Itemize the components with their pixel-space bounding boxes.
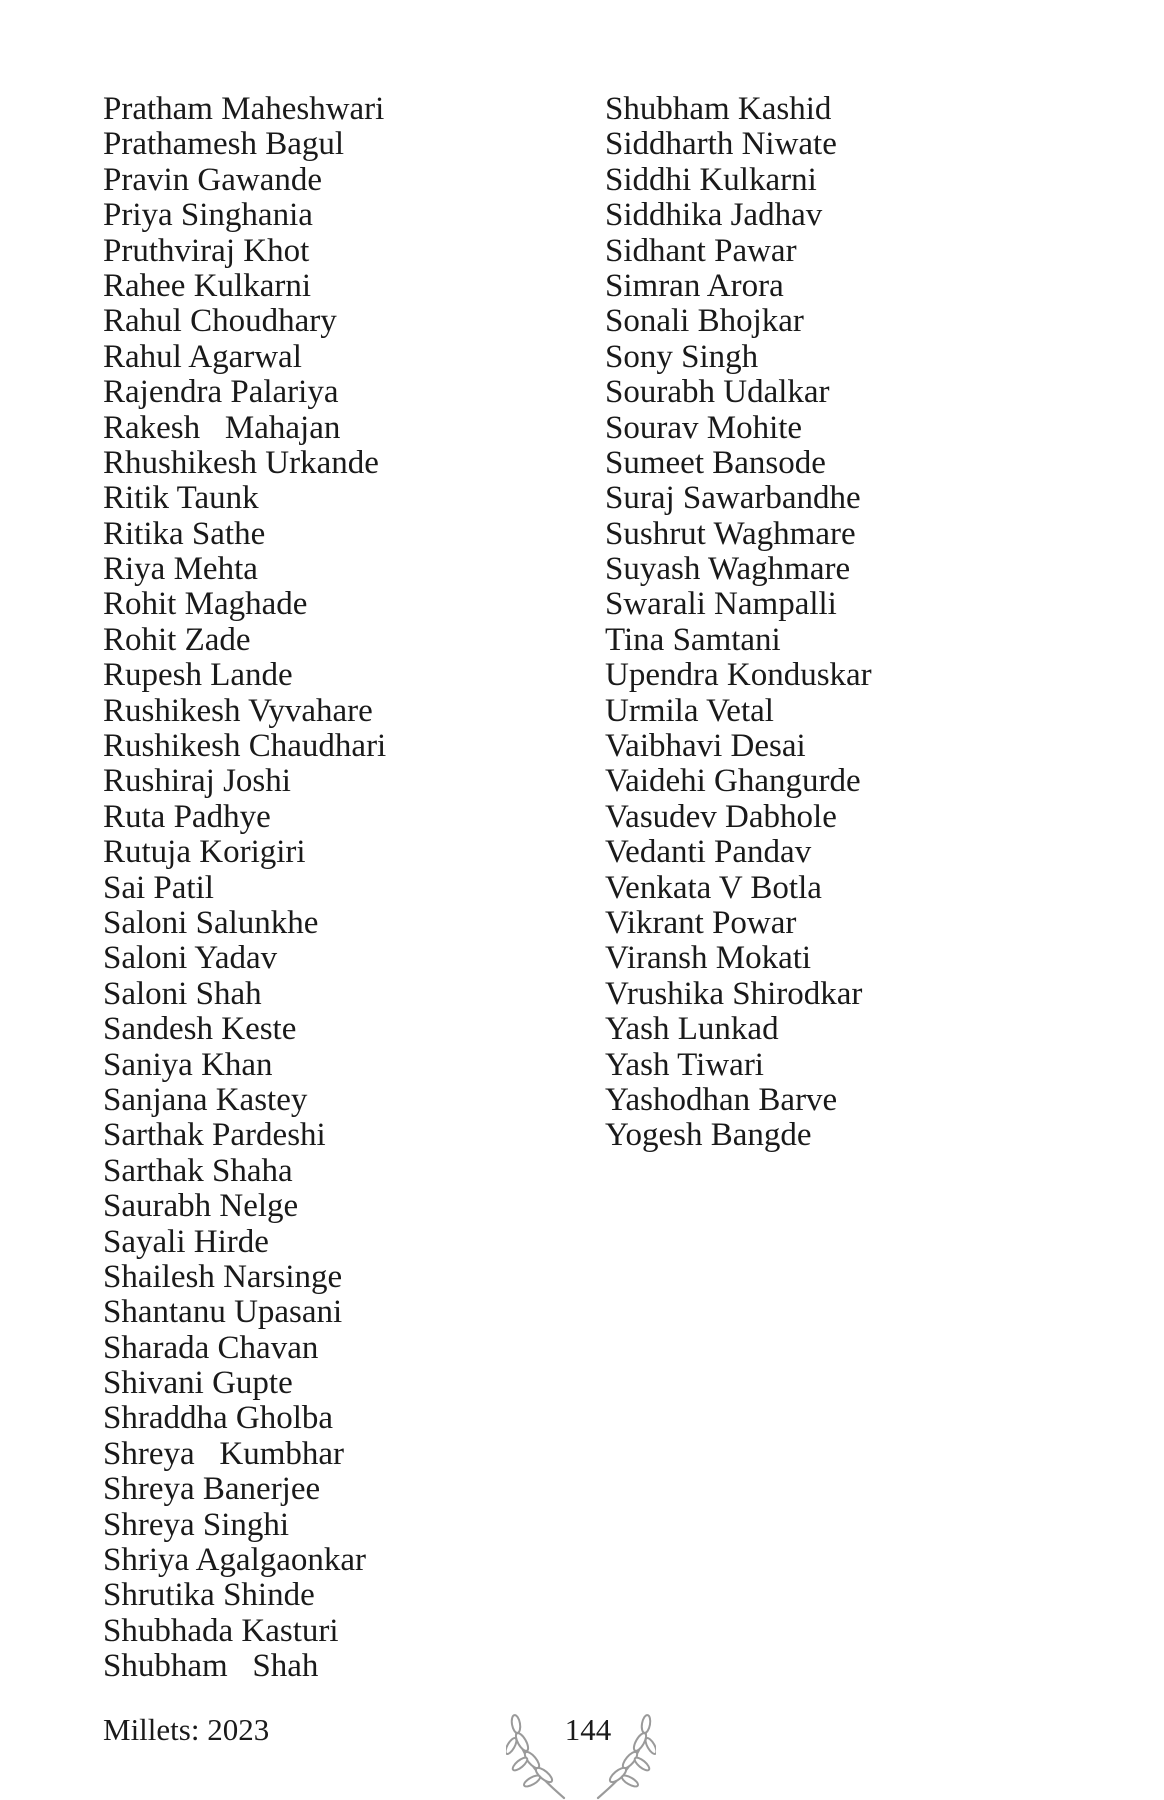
- name-entry: Rhushikesh Urkande: [103, 444, 379, 481]
- name-entry: Yogesh Bangde: [605, 1117, 812, 1154]
- name-entry: Shubham Kashid: [605, 91, 832, 127]
- name-entry: Shreya Banerjee: [103, 1471, 321, 1508]
- name-entry: Sushrut Waghmare: [605, 515, 856, 552]
- name-entry: Rupesh Lande: [103, 657, 293, 694]
- name-entry: Sayali Hirde: [103, 1223, 269, 1260]
- name-entry: Sumeet Bansode: [605, 444, 826, 481]
- name-entry: Shantanu Upasani: [103, 1294, 343, 1331]
- name-entry: Sandesh Keste: [103, 1011, 297, 1048]
- name-entry: Siddhi Kulkarni: [605, 161, 817, 198]
- name-entry: Saloni Shah: [103, 975, 262, 1012]
- name-entry: Upendra Konduskar: [605, 657, 872, 694]
- page-number: 144: [564, 1712, 612, 1747]
- name-entry: Sai Patil: [103, 869, 214, 906]
- name-entry: Pruthviraj Khot: [103, 232, 310, 269]
- name-entry: Ritik Taunk: [103, 480, 259, 517]
- footer-title: Millets: 2023: [103, 1712, 270, 1747]
- name-entry: Sanjana Kastey: [103, 1081, 308, 1118]
- name-entry: Saniya Khan: [103, 1046, 273, 1083]
- name-entry: Rohit Zade: [103, 621, 251, 658]
- names-column-right: [605, 92, 872, 1154]
- name-entry: Saloni Yadav: [103, 940, 278, 977]
- name-entry: Sourav Mohite: [605, 409, 803, 446]
- name-entry: Rushiraj Joshi: [103, 763, 291, 800]
- name-entry: Shailesh Narsinge: [103, 1258, 343, 1295]
- name-entry: Rakesh Mahajan: [103, 409, 341, 446]
- name-entry: Rahul Agarwal: [103, 338, 302, 375]
- name-entry: Urmila Vetal: [605, 692, 774, 729]
- name-entry: Vrushika Shirodkar: [605, 975, 863, 1012]
- name-entry: Rahul Choudhary: [103, 303, 337, 340]
- name-entry: Riya Mehta: [103, 551, 258, 588]
- name-entry: Vikrant Powar: [605, 904, 797, 941]
- name-entry: Sharada Chavan: [103, 1329, 319, 1366]
- name-entry: Rahee Kulkarni: [103, 267, 312, 304]
- name-entry: Venkata V Botla: [605, 869, 822, 906]
- name-entry: Sonali Bhojkar: [605, 303, 804, 340]
- name-entry: Simran Arora: [605, 267, 784, 304]
- name-entry: Sony Singh: [605, 338, 759, 375]
- name-entry: Ruta Padhye: [103, 798, 271, 835]
- name-entry: Sidhant Pawar: [605, 232, 797, 269]
- name-entry: Rajendra Palariya: [103, 374, 339, 411]
- name-entry: Vaibhavi Desai: [605, 728, 806, 765]
- name-entry: Prathamesh Bagul: [103, 126, 345, 163]
- name-entry: Rutuja Korigiri: [103, 834, 306, 871]
- name-entry: Pravin Gawande: [103, 161, 323, 198]
- name-entry: Vedanti Pandav: [605, 834, 812, 871]
- name-entry: Pratham Maheshwari: [103, 91, 385, 127]
- name-entry: Shriya Agalgaonkar: [103, 1542, 367, 1579]
- name-entry: Priya Singhania: [103, 197, 313, 234]
- name-entry: Swarali Nampalli: [605, 586, 837, 623]
- name-entry: Suraj Sawarbandhe: [605, 480, 861, 517]
- name-entry: Rushikesh Chaudhari: [103, 728, 387, 765]
- name-entry: Sarthak Pardeshi: [103, 1117, 326, 1154]
- name-entry: Shubham Shah: [103, 1648, 319, 1685]
- name-entry: Rushikesh Vyvahare: [103, 692, 373, 729]
- name-entry: Suyash Waghmare: [605, 551, 851, 588]
- name-entry: Tina Samtani: [605, 621, 781, 658]
- name-entry: Siddhika Jadhav: [605, 197, 823, 234]
- name-entry: Sarthak Shaha: [103, 1152, 293, 1189]
- name-entry: Shraddha Gholba: [103, 1400, 334, 1437]
- name-entry: Vasudev Dabhole: [605, 798, 837, 835]
- name-entry: Sourabh Udalkar: [605, 374, 830, 411]
- name-entry: Shrutika Shinde: [103, 1577, 315, 1614]
- name-entry: Yash Tiwari: [605, 1046, 764, 1083]
- name-entry: Shreya Singhi: [103, 1506, 290, 1543]
- name-entry: Saloni Salunkhe: [103, 904, 319, 941]
- name-entry: Yash Lunkad: [605, 1011, 779, 1048]
- name-entry: Shubhada Kasturi: [103, 1612, 339, 1649]
- name-entry: Siddharth Niwate: [605, 126, 837, 163]
- name-entry: Vaidehi Ghangurde: [605, 763, 861, 800]
- name-entry: Rohit Maghade: [103, 586, 308, 623]
- name-entry: Shivani Gupte: [103, 1365, 293, 1402]
- name-entry: Ritika Sathe: [103, 515, 266, 552]
- names-column-left: [103, 92, 386, 1685]
- name-entry: Shreya Kumbhar: [103, 1435, 345, 1472]
- name-entry: Saurabh Nelge: [103, 1188, 299, 1225]
- name-entry: Viransh Mokati: [605, 940, 812, 977]
- name-entry: Yashodhan Barve: [605, 1081, 838, 1118]
